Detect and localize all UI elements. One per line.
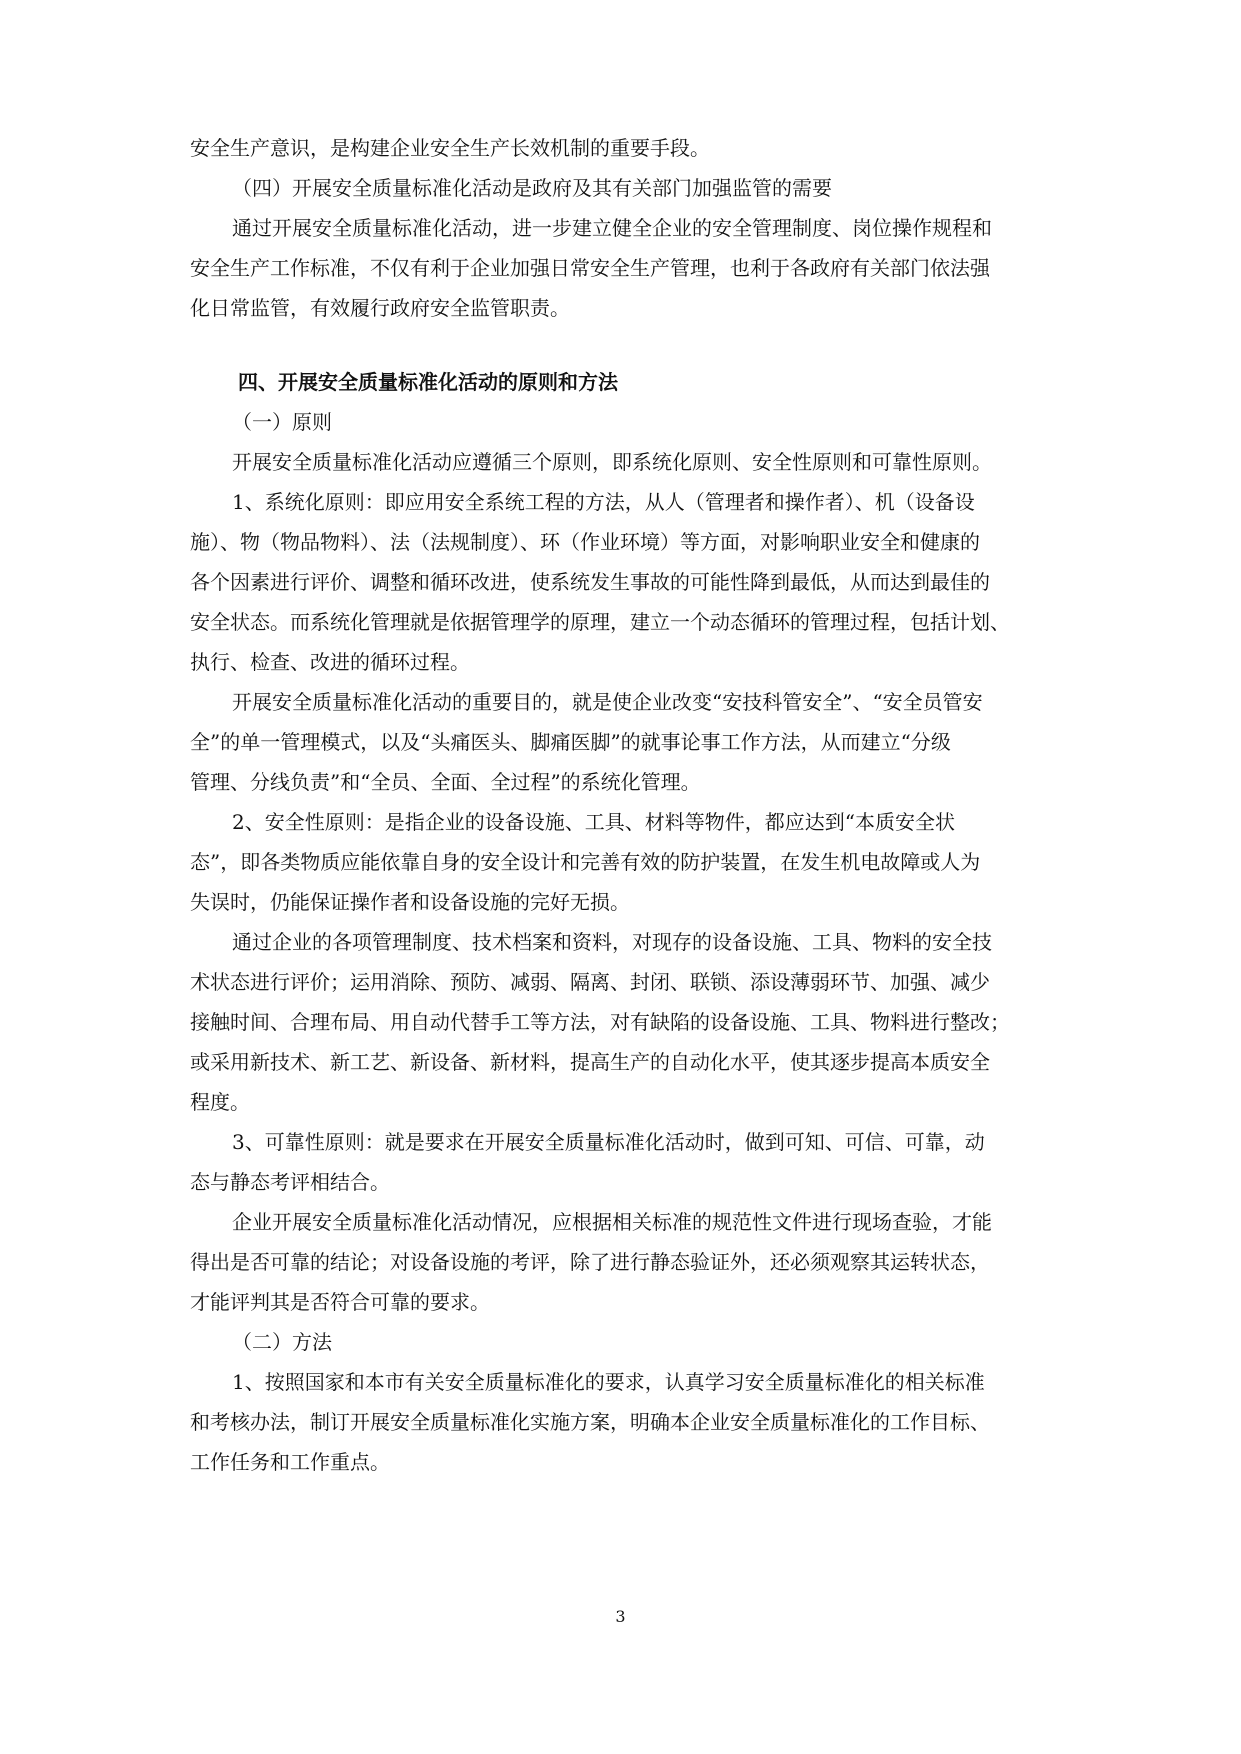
paragraph-line: 2、安全性原则：是指企业的设备设施、工具、材料等物件，都应达到“本质安全状 [232,810,955,834]
paragraph-line: 各个因素进行评价、调整和循环改进，使系统发生事故的可能性降到最低，从而达到最佳的 [190,570,990,594]
paragraph-line: 开展安全质量标准化活动的重要目的，就是使企业改变“安技科管安全”、“安全员管安 [232,690,983,714]
paragraph-line: 通过企业的各项管理制度、技术档案和资料，对现存的设备设施、工具、物料的安全技 [232,930,992,954]
paragraph-line: 安全状态。而系统化管理就是依据管理学的原理，建立一个动态循环的管理过程，包括计划、 [190,610,1010,634]
paragraph-line: 企业开展安全质量标准化活动情况，应根据相关标准的规范性文件进行现场查验，才能 [232,1210,992,1234]
section-heading: 四、开展安全质量标准化活动的原则和方法 [238,370,618,394]
paragraph-line: 执行、检查、改进的循环过程。 [190,650,470,674]
paragraph-line: 程度。 [190,1090,250,1114]
paragraph-line: 安全生产工作标准，不仅有利于企业加强日常安全生产管理，也利于各政府有关部门依法强 [190,256,990,280]
paragraph-line: 态”，即各类物质应能依靠自身的安全设计和完善有效的防护装置，在发生机电故障或人为 [190,850,981,874]
paragraph-line: 施）、物（物品物料）、法（法规制度）、环（作业环境）等方面，对影响职业安全和健康的 [190,530,980,554]
section-subheading: （一）原则 [232,410,332,434]
paragraph-line: 通过开展安全质量标准化活动，进一步建立健全企业的安全管理制度、岗位操作规程和 [232,216,992,240]
paragraph-line: 安全生产意识，是构建企业安全生产长效机制的重要手段。 [190,136,710,160]
paragraph-line: 管理、分线负责”和“全员、全面、全过程”的系统化管理。 [190,770,701,794]
paragraph-line: 1、按照国家和本市有关安全质量标准化的要求，认真学习安全质量标准化的相关标准 [232,1370,985,1394]
paragraph-line: 或采用新技术、新工艺、新设备、新材料，提高生产的自动化水平，使其逐步提高本质安全 [190,1050,990,1074]
section-subheading: （二）方法 [232,1330,332,1354]
paragraph-line: 术状态进行评价；运用消除、预防、减弱、隔离、封闭、联锁、添设薄弱环节、加强、减少 [190,970,990,994]
paragraph-line: 开展安全质量标准化活动应遵循三个原则，即系统化原则、安全性原则和可靠性原则。 [232,450,992,474]
paragraph-line: 和考核办法，制订开展安全质量标准化实施方案，明确本企业安全质量标准化的工作目标、 [190,1410,990,1434]
paragraph-line: 工作任务和工作重点。 [190,1450,390,1474]
paragraph-line: 态与静态考评相结合。 [190,1170,390,1194]
paragraph-line: 3、可靠性原则：就是要求在开展安全质量标准化活动时，做到可知、可信、可靠，动 [232,1130,985,1154]
paragraph-line: 接触时间、合理布局、用自动代替手工等方法，对有缺陷的设备设施、工具、物料进行整改； [190,1010,1010,1034]
paragraph-line: 才能评判其是否符合可靠的要求。 [190,1290,490,1314]
paragraph-line: 全”的单一管理模式，以及“头痛医头、脚痛医脚”的就事论事工作方法，从而建立“分级 [190,730,951,754]
page-number: 3 [615,1607,626,1626]
section-subheading: （四）开展安全质量标准化活动是政府及其有关部门加强监管的需要 [232,176,832,200]
paragraph-line: 得出是否可靠的结论；对设备设施的考评，除了进行静态验证外，还必须观察其运转状态， [190,1250,990,1274]
paragraph-line: 1、系统化原则：即应用安全系统工程的方法，从人（管理者和操作者）、机（设备设 [232,490,975,514]
paragraph-line: 失误时，仍能保证操作者和设备设施的完好无损。 [190,890,630,914]
paragraph-line: 化日常监管，有效履行政府安全监管职责。 [190,296,570,320]
